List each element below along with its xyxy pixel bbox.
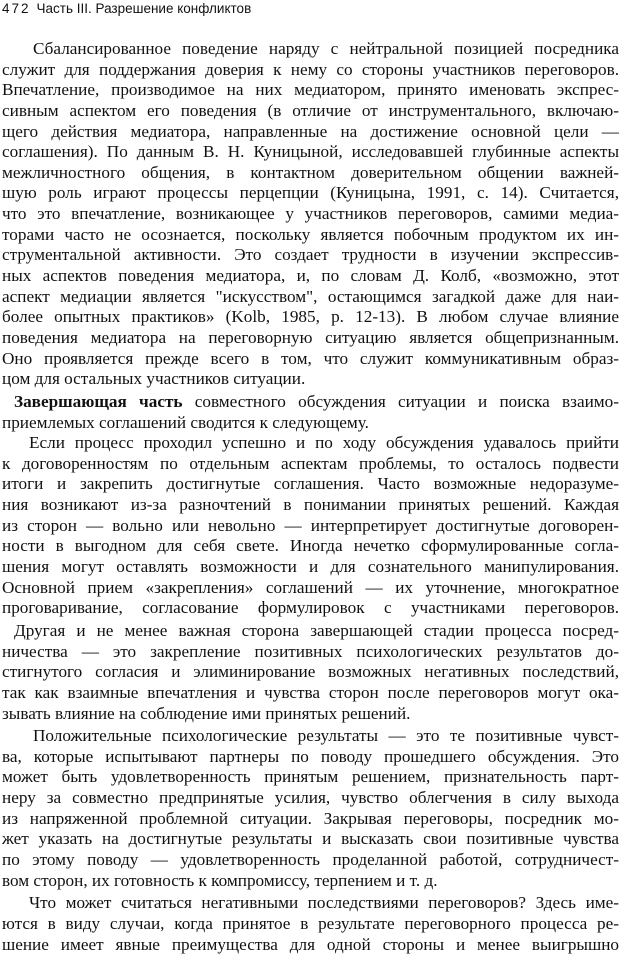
text-line: поведения медиатора на переговорную ситуацию является общепризнанным. xyxy=(2,327,619,347)
text-line: ва, которые испытывают партнеры по поводу прошедшего обсуждения. Это xyxy=(2,746,619,766)
text-line: межличностного общения, в контактном доверительном общении важней- xyxy=(2,162,619,182)
text-line: ничества — это закрепление позитивных психологических результатов до- xyxy=(2,641,619,661)
text-line: Что может считаться негативными последствиями переговоров? Здесь име- xyxy=(29,893,619,913)
text-line: более опытных практиков» (Kolb, 1985, p. 12-13). В любом случае влияние xyxy=(2,307,619,327)
text-line: шения могут оставлять возможности и для сознательного манипулирования. xyxy=(2,557,619,577)
text-line: цом для остальных участников ситуации. xyxy=(2,369,306,389)
text-line: неру за совместно предпринятые усилия, чувство облегчения в силу выхода xyxy=(2,788,619,808)
text-line: струментальной активности. Это создает трудности в изучении экспрессив- xyxy=(2,245,619,265)
text-line: шую роль играют процессы перцепции (Куницына, 1991, с. 14). Считается, xyxy=(2,183,619,203)
text-line: Если процесс проходил успешно и по ходу обсуждения удавалось прийти xyxy=(29,433,619,453)
paragraph xyxy=(2,893,619,955)
text-line: из напряженной проблемной ситуации. Закрывая переговоры, посредник мо- xyxy=(2,808,619,828)
paragraph xyxy=(2,433,619,619)
text-line: Основной прием «закрепления» соглашений — их уточнение, многократное xyxy=(2,577,619,597)
text-line: вом сторон, их готовность к компромиссу, терпением и т. д. xyxy=(2,870,438,890)
text-line: служит для поддержания доверия к нему со стороны участников переговоров. xyxy=(2,59,619,79)
text-line: шение имеет явные преимущества для одной стороны и менее выигрышно xyxy=(2,934,619,954)
text-line: ности в выгодном для себя свете. Иногда нечетко сформулированные согла- xyxy=(2,536,619,556)
text-line: жет указать на достигнутые результаты и высказать свои позитивные чувства xyxy=(2,829,619,849)
text-line: ния возникают из-за разночтений в понимании принятых решений. Каждая xyxy=(2,495,619,515)
text-line: торами часто не осознается, поскольку является побочным продуктом их ин- xyxy=(2,224,619,244)
page-number: 472 xyxy=(2,1,31,16)
text-line: Сбалансированное поведение наряду с нейтральной позицией посредника xyxy=(33,39,619,58)
text-line: сивным аспектом его поведения (в отличие от инструментального, включаю- xyxy=(2,100,619,120)
text-line: аспект медиации является "искусством", остающимся загадкой даже для наи- xyxy=(2,286,619,306)
paragraph xyxy=(2,392,619,433)
text-line: что это впечатление, возникающее у участников переговоров, самими медиа- xyxy=(2,204,619,224)
text-line: к договоренностям по отдельным аспектам проблемы, то осталось подвести xyxy=(2,453,619,473)
text-run: совместного обсуждения ситуации и поиска взаимо- xyxy=(182,391,619,411)
text-line: стигнутого согласия и элиминирование возможных негативных последствий, xyxy=(2,662,619,682)
text-line: щего действия медиатора, направленные на достижение основной цели — xyxy=(2,121,619,141)
text-line: Впечатление, производимое на них медиатором, принято именовать экспрес- xyxy=(2,80,619,100)
text-line: зывать влияние на соблюдение ими принятых решений. xyxy=(2,703,411,723)
text-line: Положительные психологические результаты — это те позитивные чувст- xyxy=(33,726,619,746)
bold-lead: Завершающая часть xyxy=(14,391,183,411)
text-line: Другая и не менее важная сторона завершающей стадии процесса посред- xyxy=(14,620,619,640)
paragraph xyxy=(2,726,619,891)
paragraph xyxy=(2,39,619,390)
text-line: соглашения). По данным В. Н. Куницыной, исследовавшей глубинные аспекты xyxy=(2,142,619,162)
body-text xyxy=(2,39,619,955)
text-line: из сторон — вольно или невольно — интерпретирует достигнутые договорен- xyxy=(2,515,619,535)
text-line: так как взаимные впечатления и чувства сторон после переговоров могут ока- xyxy=(2,682,619,702)
section-title: Часть III. Разрешение конфликтов xyxy=(36,1,252,16)
text-line: итоги и закрепить достигнутые соглашения. Часто возможные недоразуме- xyxy=(2,474,619,494)
text-line: приемлемых соглашений сводится к следующему. xyxy=(2,412,369,432)
text-line: может быть удовлетворенность принятым решением, признательность парт- xyxy=(2,767,619,787)
paragraph xyxy=(2,621,619,724)
text-line: проговаривание, согласование формулировок с участниками переговоров. xyxy=(2,598,619,618)
text-line xyxy=(2,392,619,413)
text-line: ются в виду случаи, когда принятое в результате переговорного процесса ре- xyxy=(2,913,619,933)
text-line: по этому поводу — удовлетворенность проделанной работой, сотрудничест- xyxy=(2,849,619,869)
text-line: Оно проявляется прежде всего в том, что служит коммуникативным образ- xyxy=(2,348,619,368)
running-header xyxy=(2,1,251,17)
text-line: ных аспектов поведения медиатора, и, по словам Д. Колб, «возможно, этот xyxy=(2,266,619,286)
